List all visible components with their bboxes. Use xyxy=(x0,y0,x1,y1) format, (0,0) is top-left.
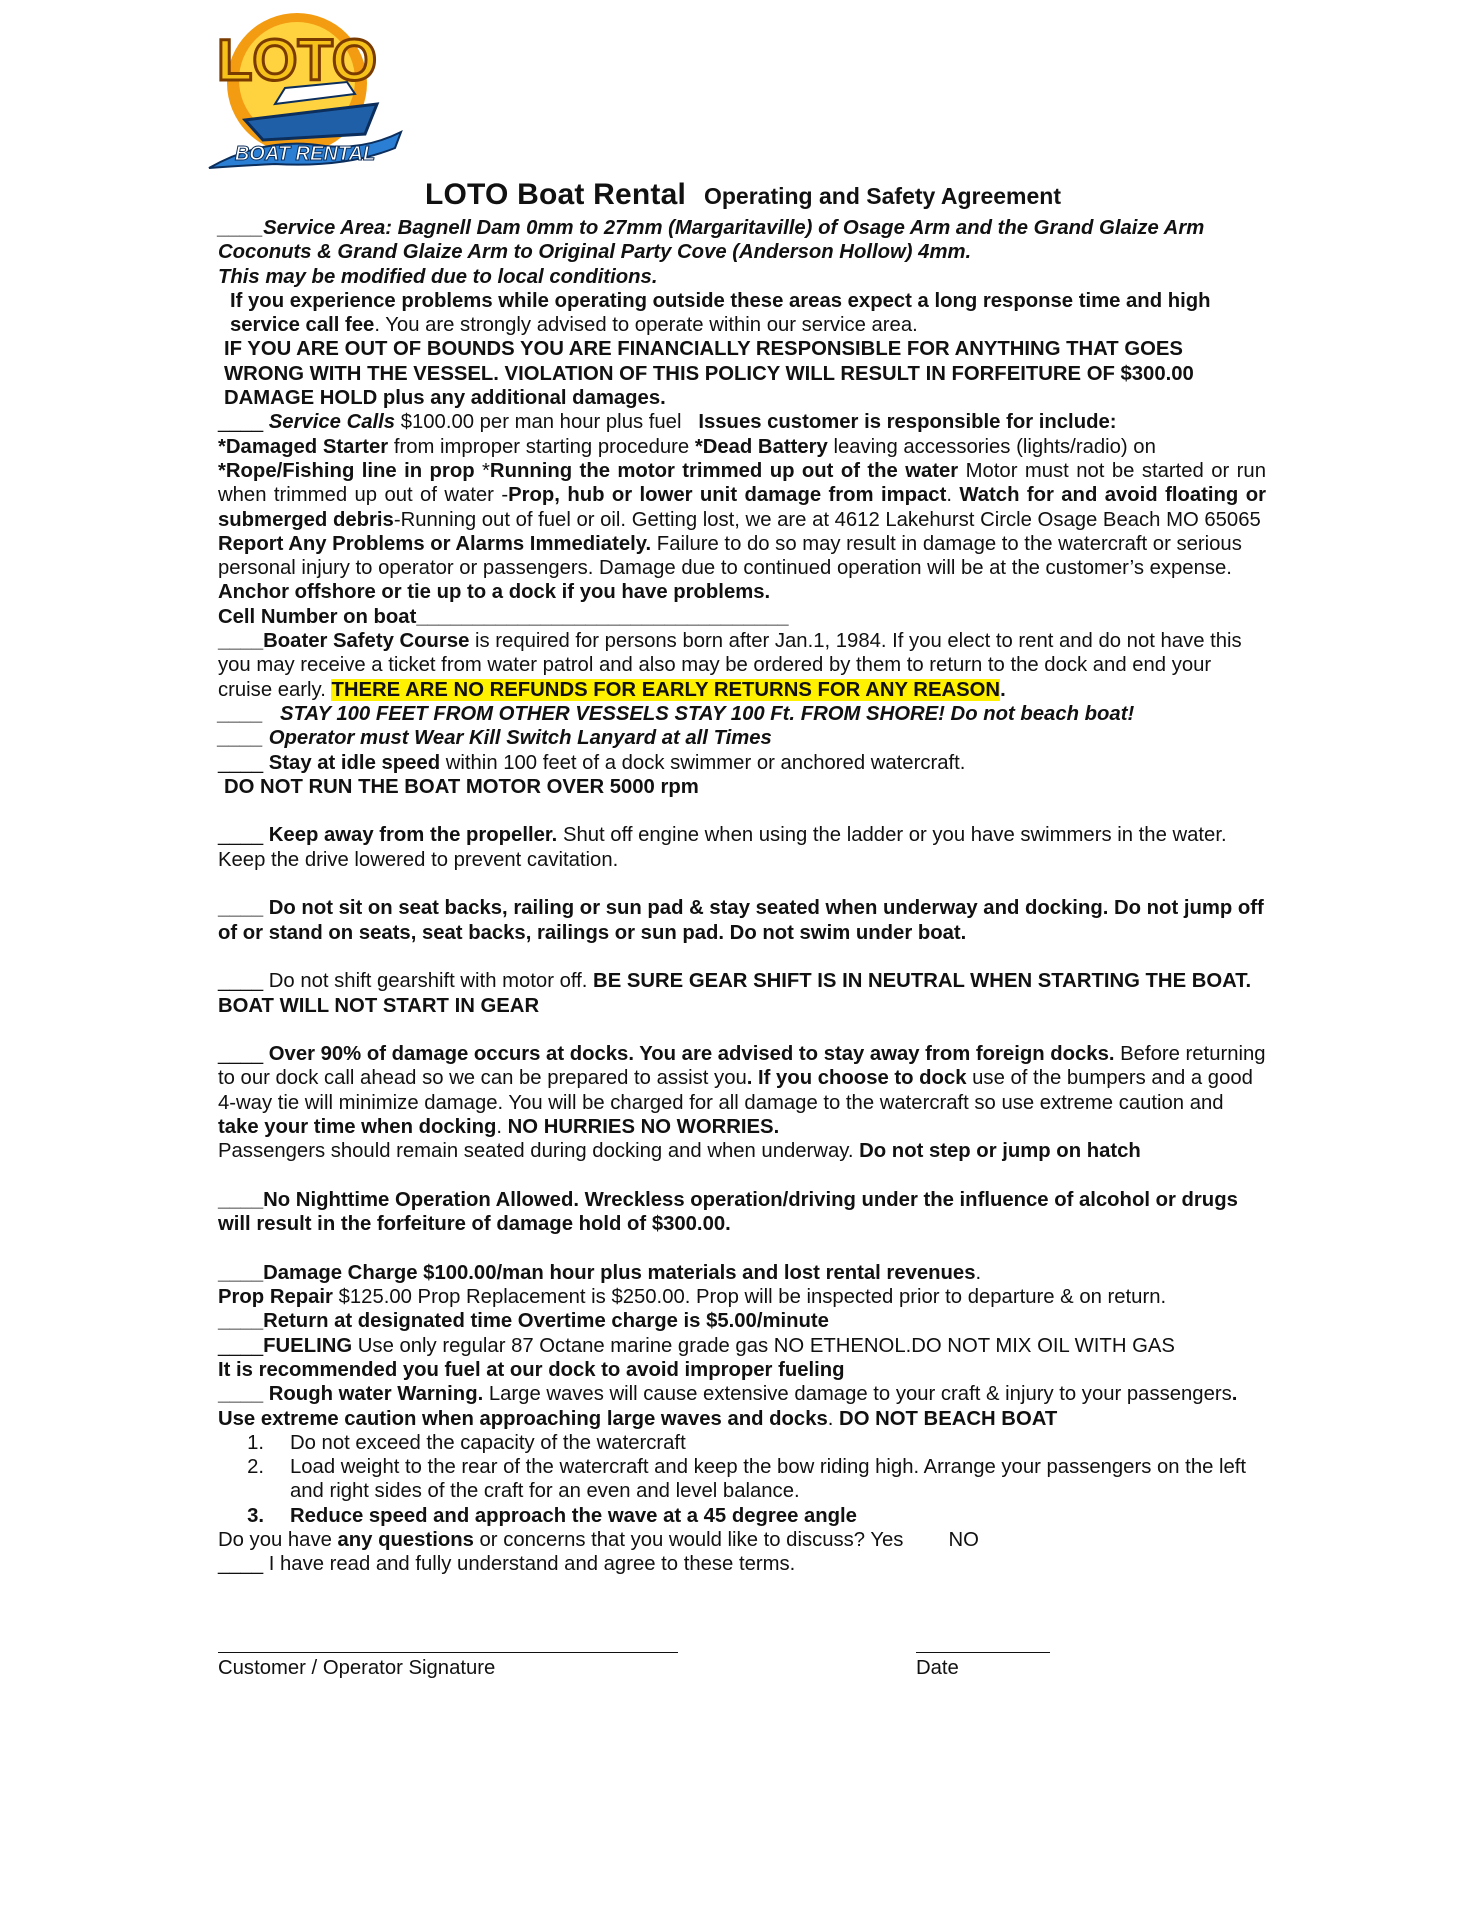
problems-bold: If you experience problems while operating outside these areas expect a long response time and high service call fee xyxy=(230,289,1211,337)
idle-text: within 100 feet of a dock swimmer or anchored watercraft. xyxy=(440,751,966,774)
blank-line: ____ xyxy=(218,702,264,725)
prop-text: $125.00 Prop Replacement is $250.00. Prop will be inspected prior to departure & on return. xyxy=(332,1286,1167,1309)
issue-text: -Running out of fuel or oil. Getting lost, we are at 4612 Lakehurst Circle Osage Beach MO 65065 xyxy=(393,508,1261,531)
rough-water xyxy=(218,1382,1266,1431)
agree-text: I have read and fully understand and agree to these terms. xyxy=(263,1553,796,1576)
out-of-bounds: IF YOU ARE OUT OF BOUNDS YOU ARE FINANCIALLY RESPONSIBLE FOR ANYTHING THAT GOES WRONG WITH THE VESSEL. VIOLATION OF THIS POLICY WILL RESULT IN FORFEITURE OF $300.00 DAMAGE HOLD plus any additional damages. xyxy=(224,338,1194,410)
agreement-body xyxy=(218,216,1266,1577)
page-title xyxy=(218,178,1268,212)
blank-line: ____ xyxy=(218,217,264,239)
prop-repair xyxy=(218,1285,1266,1309)
blank-line: ____ xyxy=(218,824,264,847)
agree-terms xyxy=(218,1552,1266,1576)
blank-line: ____ xyxy=(218,897,264,920)
logo-subtitle: BOAT RENTAL xyxy=(234,143,376,165)
date-line[interactable] xyxy=(916,1630,1050,1653)
docks-text: use of the bumpers and a good 4-way tie will minimize damage. You will be charged for all damage to the watercraft so use extreme caution and xyxy=(218,1067,1253,1114)
loto-logo xyxy=(205,8,405,173)
damage-charge: ____Damage Charge $100.00/man hour plus materials and lost rental revenues. xyxy=(218,1261,982,1284)
date-label: Date xyxy=(916,1657,959,1679)
blank-line: ____ xyxy=(218,411,264,434)
cell-blank-line: _________________________________ xyxy=(416,605,789,628)
service-calls-label: Service Calls xyxy=(268,411,396,434)
rule-idle xyxy=(218,751,1266,775)
propeller-text: Shut off engine when using the ladder or you have swimmers in the water. Keep the drive lowered to prevent cavitation. xyxy=(218,824,1227,871)
issue-bold: Running the motor trimmed up out of the water xyxy=(489,459,959,482)
blank-line: ____ xyxy=(218,1553,264,1576)
issue-text: from improper starting procedure xyxy=(388,435,695,458)
list-text: Do not exceed the capacity of the watercraft xyxy=(290,1431,686,1454)
service-calls-issues: Issues customer is responsible for include: xyxy=(698,411,1117,434)
issue-bold: Prop, hub or lower unit damage from impact xyxy=(508,484,947,507)
hatch-bold: Do not step or jump on hatch xyxy=(859,1140,1141,1163)
questions-bold: any questions xyxy=(337,1529,474,1552)
docks-bold: NO HURRIES NO WORRIES. xyxy=(507,1115,780,1138)
no-refunds-highlight: THERE ARE NO REFUNDS FOR EARLY RETURNS FOR ANY REASON xyxy=(331,678,1001,701)
date-field[interactable] xyxy=(916,1630,1050,1680)
passengers xyxy=(218,1139,1266,1163)
gearshift xyxy=(218,969,1266,1018)
seats-text: Do not sit on seat backs, railing or sun pad & stay seated when underway and docking. Do not jump off of or stand on seats, seat backs, railings or sun pad. Do not swim under boat. xyxy=(218,897,1264,944)
service-area-problems xyxy=(218,289,1266,338)
propeller xyxy=(218,823,1266,872)
cell-number xyxy=(218,605,1266,629)
rule-stay-100 xyxy=(218,702,1266,726)
blank-line: ____ xyxy=(218,751,264,774)
blank-line: ____ xyxy=(218,1188,264,1211)
nighttime-text: No Nighttime Operation Allowed. Wreckless operation/driving under the influence of alcohol or drugs will result in the forfeiture of damage hold of $300.00. xyxy=(218,1188,1238,1236)
blank-line: ____ xyxy=(218,1383,264,1406)
rough-text: Large waves will cause extensive damage to your craft & injury to your passengers xyxy=(483,1383,1232,1406)
rough-beach: DO NOT BEACH BOAT xyxy=(839,1407,1058,1430)
propeller-bold: Keep away from the propeller. xyxy=(268,824,558,847)
boater-bold: Boater Safety Course xyxy=(263,630,470,653)
boater-text: is required for persons born after Jan.1, 1984. If you elect to rent and do not have this you may receive a ticket from water patrol and also may be ordered by them to return to the dock and end your cruise early. xyxy=(218,630,1242,701)
list-number: 1. xyxy=(247,1431,264,1454)
issue-bold: *Damaged Starter xyxy=(218,435,389,458)
report-text: Failure to do so may result in damage to the watercraft or serious personal injury to operator or passengers. Damage due to continued operation will be at the customer’s expense. xyxy=(218,532,1242,580)
blank-line: ____ xyxy=(218,1334,264,1357)
list-text: Load weight to the rear of the watercraft and keep the bow riding high. Arrange your passengers on the left and right sides of the craft for an even and level balance. xyxy=(290,1456,1247,1503)
service-calls-fee: $100.00 per man hour plus fuel xyxy=(395,411,682,434)
fueling-text: Use only regular 87 Octane marine grade gas NO ETHENOL.DO NOT MIX OIL WITH GAS xyxy=(352,1334,1175,1357)
docks-text: Before returning to our dock call ahead so we can be prepared to assist you xyxy=(218,1043,1266,1090)
passengers-text: Passengers should remain seated during docking and when underway. xyxy=(218,1140,860,1163)
list-number: 2. xyxy=(247,1456,264,1479)
report-bold: Report Any Problems or Alarms Immediately. xyxy=(218,532,652,555)
list-item xyxy=(218,1455,1266,1504)
stay-100-text: STAY 100 FEET FROM OTHER VESSELS STAY 100 Ft. FROM SHORE! Do not beach boat! xyxy=(280,702,1135,725)
return-text: Return at designated time Overtime charge is $5.00/minute xyxy=(263,1310,829,1333)
list-item xyxy=(218,1431,1266,1455)
customer-signature-field[interactable] xyxy=(218,1630,678,1680)
rough-caution: . Use extreme caution when approaching large waves and docks xyxy=(218,1383,1238,1430)
list-number: 3. xyxy=(247,1504,264,1527)
report-problems xyxy=(218,532,1266,605)
logo-title: LOTO xyxy=(216,28,378,93)
list-text: Reduce speed and approach the wave at a 45 degree angle xyxy=(290,1504,857,1527)
rule-kill-switch xyxy=(218,726,1266,750)
report-anchor: Anchor offshore or tie up to a dock if you have problems. xyxy=(218,581,771,604)
docks-bold: Over 90% of damage occurs at docks. You are advised to stay away from foreign docks. xyxy=(268,1043,1115,1066)
questions-pre: Do you have xyxy=(218,1529,338,1552)
boater-safety xyxy=(218,629,1266,702)
idle-bold: Stay at idle speed xyxy=(268,751,441,774)
cell-label: Cell Number on boat xyxy=(218,605,417,628)
docks-bold: . If you choose to dock xyxy=(746,1067,967,1090)
gearshift-text: Do not shift gearshift with motor off. xyxy=(268,970,594,993)
blank-line: ____ xyxy=(218,970,264,993)
rough-bold: Rough water Warning. xyxy=(268,1383,484,1406)
nighttime xyxy=(218,1188,1266,1237)
service-area-modified: This may be modified due to local conditions. xyxy=(218,265,658,288)
blank-line: ____ xyxy=(218,1261,264,1284)
kill-switch-text: Operator must Wear Kill Switch Lanyard at all Times xyxy=(268,727,772,750)
fuel-recommend: It is recommended you fuel at our dock to avoid improper fueling xyxy=(218,1358,845,1381)
issue-bold: *Rope/Fishing line in prop xyxy=(218,459,475,482)
customer-signature-label: Customer / Operator Signature xyxy=(218,1657,496,1679)
problems-rest: . You are strongly advised to operate within our service area. xyxy=(374,314,918,337)
docks xyxy=(218,1042,1266,1139)
prop-bold: Prop Repair xyxy=(218,1286,333,1309)
issue-text: leaving accessories (lights/radio) on xyxy=(827,435,1156,458)
service-calls xyxy=(218,410,1266,531)
blank-line: ____ xyxy=(218,727,264,750)
docks-bold: take your time when docking xyxy=(218,1115,497,1138)
questions xyxy=(218,1528,1266,1552)
blank-line: ____ xyxy=(218,1043,264,1066)
fueling-bold: FUELING xyxy=(263,1334,353,1357)
issue-text: . xyxy=(946,484,960,507)
issue-text: Motor must not be started or run when trimmed up out of water - xyxy=(218,459,1266,507)
fueling xyxy=(218,1334,1266,1358)
rule-rpm: DO NOT RUN THE BOAT MOTOR OVER 5000 rpm xyxy=(224,775,699,798)
list-item xyxy=(218,1504,1266,1528)
return-time xyxy=(218,1309,1266,1333)
rough-dot: . xyxy=(827,1407,840,1430)
service-area-text: Service Area: Bagnell Dam 0mm to 27mm (Margaritaville) of Osage Arm and the Grand Glaize Arm Coconuts & Grand Glaize Arm to Original Party Cove (Anderson Hollow) 4mm. xyxy=(218,217,1205,264)
seats xyxy=(218,896,1266,945)
service-area xyxy=(218,216,1266,265)
gearshift-bold: BE SURE GEAR SHIFT IS IN NEUTRAL WHEN STARTING THE BOAT. BOAT WILL NOT START IN GEAR xyxy=(218,970,1252,1017)
docks-text: . xyxy=(496,1115,508,1138)
blank-line: ____ xyxy=(218,630,264,653)
issue-text: * xyxy=(474,459,490,482)
questions-post: or concerns that you would like to discuss? Yes NO xyxy=(473,1529,979,1552)
issue-bold: Watch for and avoid floating or submerged debris xyxy=(218,484,1266,531)
boater-end: . xyxy=(1000,678,1006,701)
damage-charge-text: Damage Charge $100.00/man hour plus materials and lost rental revenues xyxy=(263,1261,976,1284)
title-main: LOTO Boat Rental xyxy=(424,178,686,211)
issue-bold: *Dead Battery xyxy=(694,435,828,458)
signature-line[interactable] xyxy=(218,1630,678,1653)
blank-line: ____ xyxy=(218,1310,264,1333)
title-sub: Operating and Safety Agreement xyxy=(703,183,1061,209)
